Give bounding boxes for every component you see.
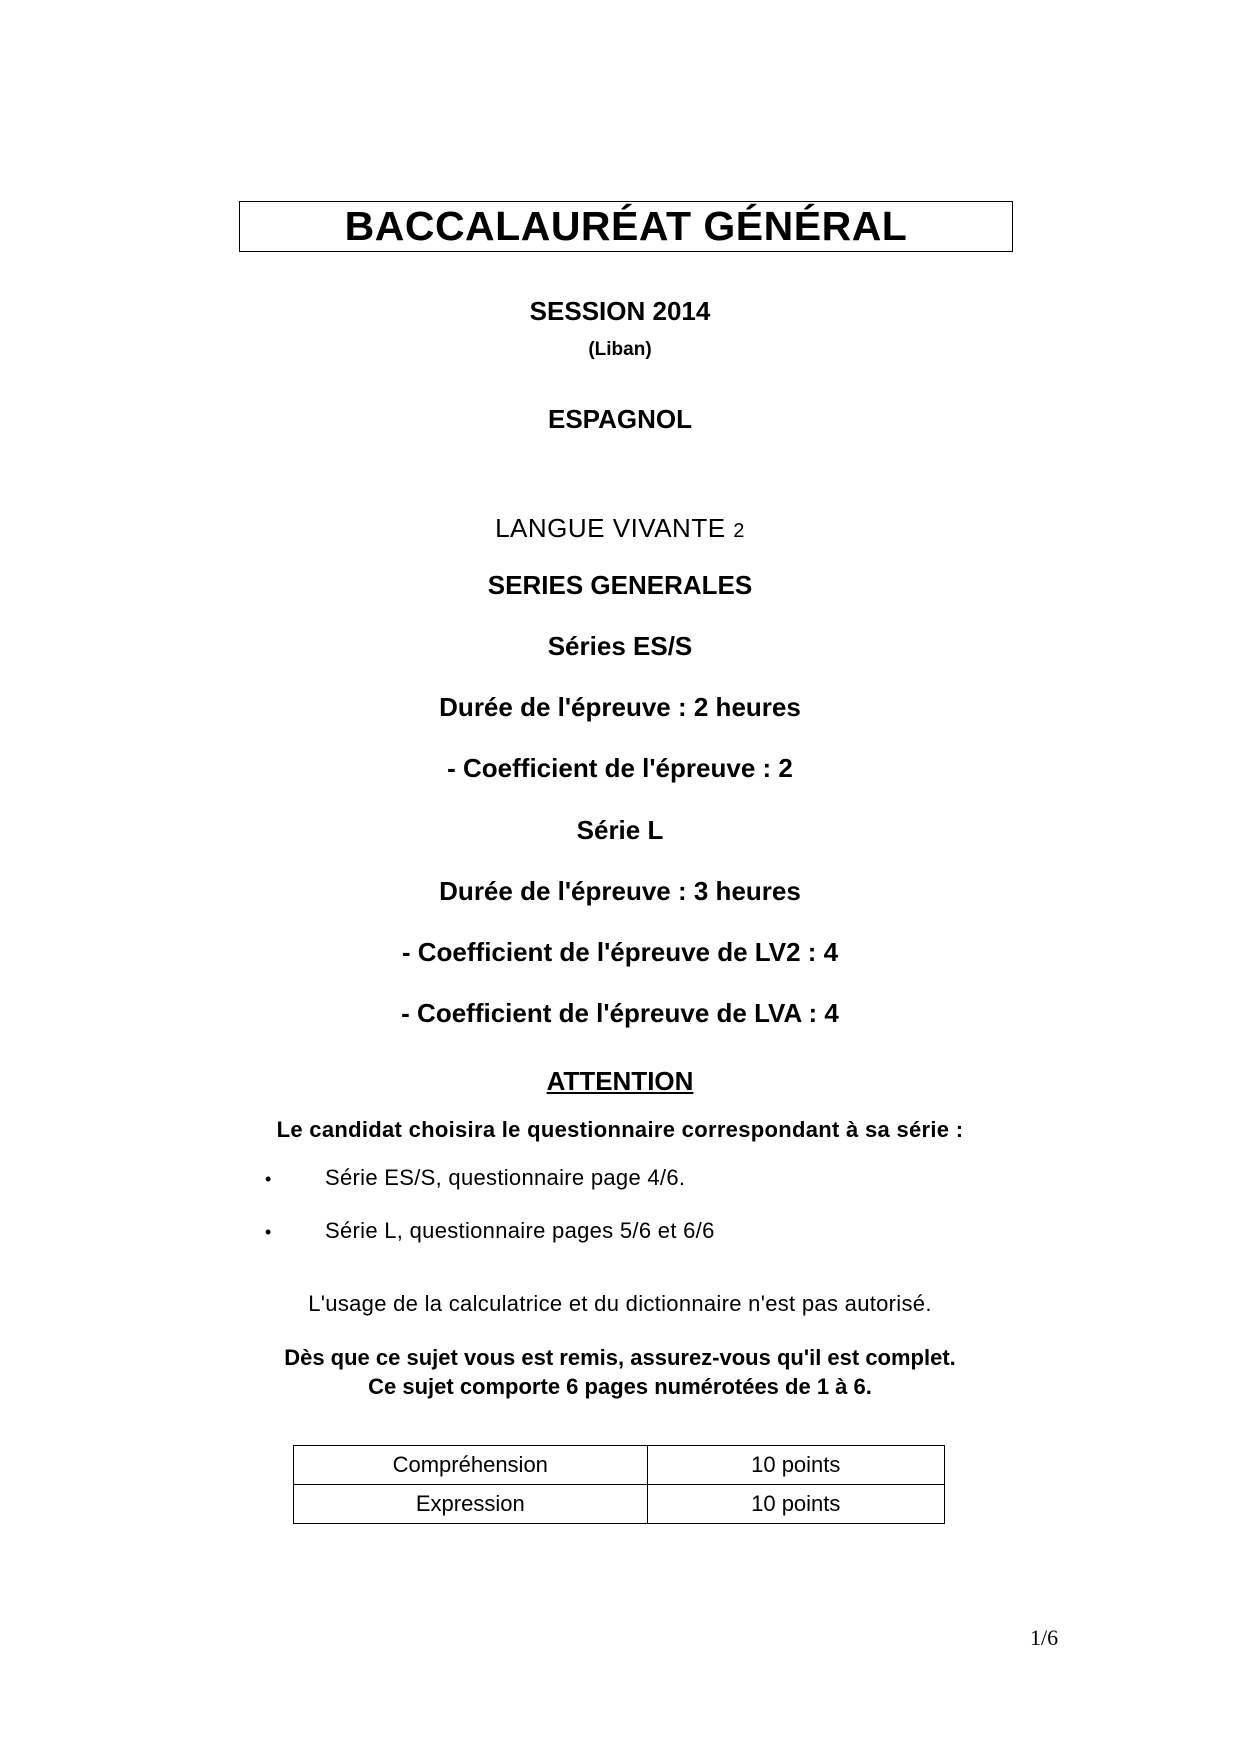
duree-l: Durée de l'épreuve : 3 heures bbox=[439, 876, 801, 906]
coefficient-lv2: - Coefficient de l'épreuve de LV2 : 4 bbox=[401, 937, 839, 967]
table-cell-section: Expression bbox=[294, 1485, 648, 1524]
scores-table bbox=[293, 1445, 945, 1524]
table-cell-points: 10 points bbox=[647, 1485, 944, 1524]
coefficient-es-s: - Coefficient de l'épreuve : 2 bbox=[447, 753, 793, 783]
page-title: BACCALAURÉAT GÉNÉRAL bbox=[344, 203, 908, 249]
serie-l-label: Série L bbox=[576, 815, 664, 845]
list-item-text: Série ES/S, questionnaire page 4/6. bbox=[325, 1165, 686, 1190]
page-number: 1/6 bbox=[1030, 1625, 1059, 1650]
session-label: SESSION 2014 bbox=[529, 296, 711, 326]
table-cell-points: 10 points bbox=[647, 1446, 944, 1485]
series-label: SERIES GENERALES bbox=[487, 570, 753, 600]
duree-es-s: Durée de l'épreuve : 2 heures bbox=[439, 692, 801, 722]
warning-line-2: Ce sujet comporte 6 pages numérotées de 1 à 6. bbox=[368, 1374, 872, 1399]
table-row bbox=[294, 1446, 945, 1485]
title-box bbox=[239, 201, 1013, 252]
warning-line-1: Dès que ce sujet vous est remis, assurez-vous qu'il est complet. bbox=[284, 1345, 956, 1370]
series-es-s-label: Séries ES/S bbox=[547, 631, 693, 661]
coefficient-lva: - Coefficient de l'épreuve de LVA : 4 bbox=[401, 998, 839, 1028]
location-label: (Liban) bbox=[588, 339, 652, 360]
usage-note: L'usage de la calculatrice et du dictionnaire n'est pas autorisé. bbox=[308, 1291, 932, 1316]
attention-heading: ATTENTION bbox=[546, 1066, 694, 1096]
list-item-text: Série L, questionnaire pages 5/6 et 6/6 bbox=[325, 1218, 715, 1243]
langue-vivante-text: LANGUE VIVANTE bbox=[495, 513, 726, 543]
langue-vivante-label bbox=[0, 513, 1240, 544]
list-item bbox=[0, 1218, 1240, 1248]
langue-vivante-number: 2 bbox=[733, 520, 745, 542]
subject-label: ESPAGNOL bbox=[548, 404, 692, 434]
bullet-icon: • bbox=[265, 1169, 272, 1189]
attention-instruction: Le candidat choisira le questionnaire correspondant à sa série : bbox=[276, 1117, 964, 1142]
table-row bbox=[294, 1485, 945, 1524]
table-cell-section: Compréhension bbox=[294, 1446, 648, 1485]
bullet-icon: • bbox=[265, 1222, 272, 1242]
list-item bbox=[0, 1165, 1240, 1195]
